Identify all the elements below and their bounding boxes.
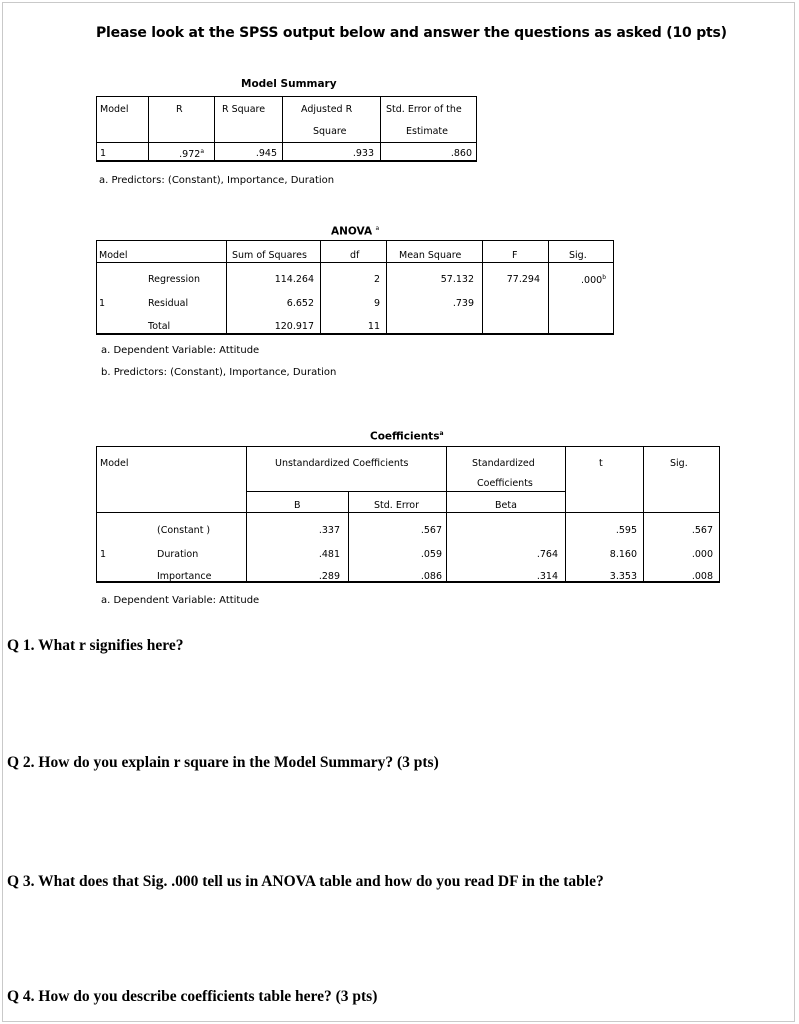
coef-header-model: Model — [100, 458, 129, 469]
coefficients-note: a. Dependent Variable: Attitude — [101, 595, 260, 606]
ms-header-std-error-1: Std. Error of the — [386, 104, 462, 115]
page-heading: Please look at the SPSS output below and answer the questions as asked (10 pts) — [96, 25, 727, 41]
anova-row-mean-square: 57.132 — [440, 274, 474, 285]
ms-row-model: 1 — [100, 148, 107, 159]
ms-header-r: R — [176, 104, 183, 115]
anova-model-number: 1 — [99, 298, 106, 309]
coef-header-sig: Sig. — [670, 458, 688, 469]
anova-row-label: Total — [148, 321, 171, 332]
anova-row-df: 9 — [373, 298, 380, 309]
anova-row-sum-of-squares: 114.264 — [274, 274, 314, 285]
anova-row-label: Regression — [148, 274, 200, 285]
anova-row-df: 11 — [367, 321, 380, 332]
coef-row-std-error: .086 — [420, 571, 442, 582]
anova-row-label: Residual — [148, 298, 189, 309]
anova-note-a: a. Dependent Variable: Attitude — [101, 345, 260, 356]
coef-row-sig: .567 — [691, 525, 713, 536]
coef-row-label: Importance — [157, 571, 212, 582]
coef-row-t: .595 — [615, 525, 637, 536]
coef-header-std-error: Std. Error — [374, 500, 419, 511]
coef-row-std-error: .059 — [420, 549, 442, 560]
anova-row-mean-square: .739 — [452, 298, 474, 309]
ms-header-adjusted-r-2: Square — [313, 126, 347, 137]
anova-row-sum-of-squares: 6.652 — [286, 298, 314, 309]
ms-row-r-square: .945 — [255, 148, 277, 159]
coefficients-title: Coefficients$^a$ — [370, 430, 444, 443]
anova-header-mean-square: Mean Square — [399, 250, 462, 261]
coef-row-beta: .314 — [536, 571, 558, 582]
coef-header-beta: Beta — [495, 500, 517, 511]
ms-row-adjusted-r-square: .933 — [352, 148, 374, 159]
anova-header-df: df — [350, 250, 360, 261]
ms-header-std-error-2: Estimate — [406, 126, 448, 137]
coef-model-number: 1 — [100, 549, 107, 560]
anova-row-sum-of-squares: 120.917 — [274, 321, 314, 332]
model-summary-title: Model Summary — [241, 78, 337, 90]
question-1: Q 1. What r signifies here? — [7, 637, 184, 654]
question-3: Q 3. What does that Sig. .000 tell us in ANOVA table and how do you read DF in the table? — [7, 873, 604, 890]
question-2: Q 2. How do you explain r square in the Model Summary? (3 pts) — [7, 754, 439, 771]
anova-note-b: b. Predictors: (Constant), Importance, Duration — [101, 367, 337, 378]
coef-row-label: (Constant ) — [157, 525, 211, 536]
anova-header-sig: Sig. — [569, 250, 587, 261]
anova-header-f: F — [512, 250, 518, 261]
coef-row-b: .481 — [318, 549, 340, 560]
coef-row-sig: .008 — [691, 571, 713, 582]
coef-row-label: Duration — [157, 549, 199, 560]
coef-header-b: B — [294, 500, 301, 511]
coef-row-sig: .000 — [691, 549, 713, 560]
ms-header-model: Model — [100, 104, 129, 115]
anova-title: ANOVA $^a$ — [331, 225, 380, 238]
coef-header-unstandardized: Unstandardized Coefficients — [275, 458, 409, 469]
coef-header-standardized-2: Coefficients — [477, 478, 533, 489]
coef-header-standardized-1: Standardized — [472, 458, 535, 469]
ms-header-r-square: R Square — [222, 104, 266, 115]
coef-row-std-error: .567 — [420, 525, 442, 536]
coef-row-beta: .764 — [536, 549, 558, 560]
anova-row-sig: .000$^b$ — [581, 274, 606, 287]
coef-row-b: .289 — [318, 571, 340, 582]
anova-header-sum-of-squares: Sum of Squares — [232, 250, 307, 261]
ms-row-std-error: .860 — [450, 148, 472, 159]
anova-row-df: 2 — [373, 274, 380, 285]
question-4: Q 4. How do you describe coefficients table here? (3 pts) — [7, 988, 378, 1005]
anova-header-model: Model — [99, 250, 128, 261]
coef-row-b: .337 — [318, 525, 340, 536]
model-summary-note: a. Predictors: (Constant), Importance, Duration — [99, 175, 335, 186]
coef-row-t: 8.160 — [609, 549, 637, 560]
ms-row-r: .972$^a$ — [179, 148, 204, 161]
coef-header-t: t — [599, 458, 603, 469]
ms-header-adjusted-r-1: Adjusted R — [301, 104, 353, 115]
anova-row-f: 77.294 — [506, 274, 540, 285]
coef-row-t: 3.353 — [609, 571, 637, 582]
